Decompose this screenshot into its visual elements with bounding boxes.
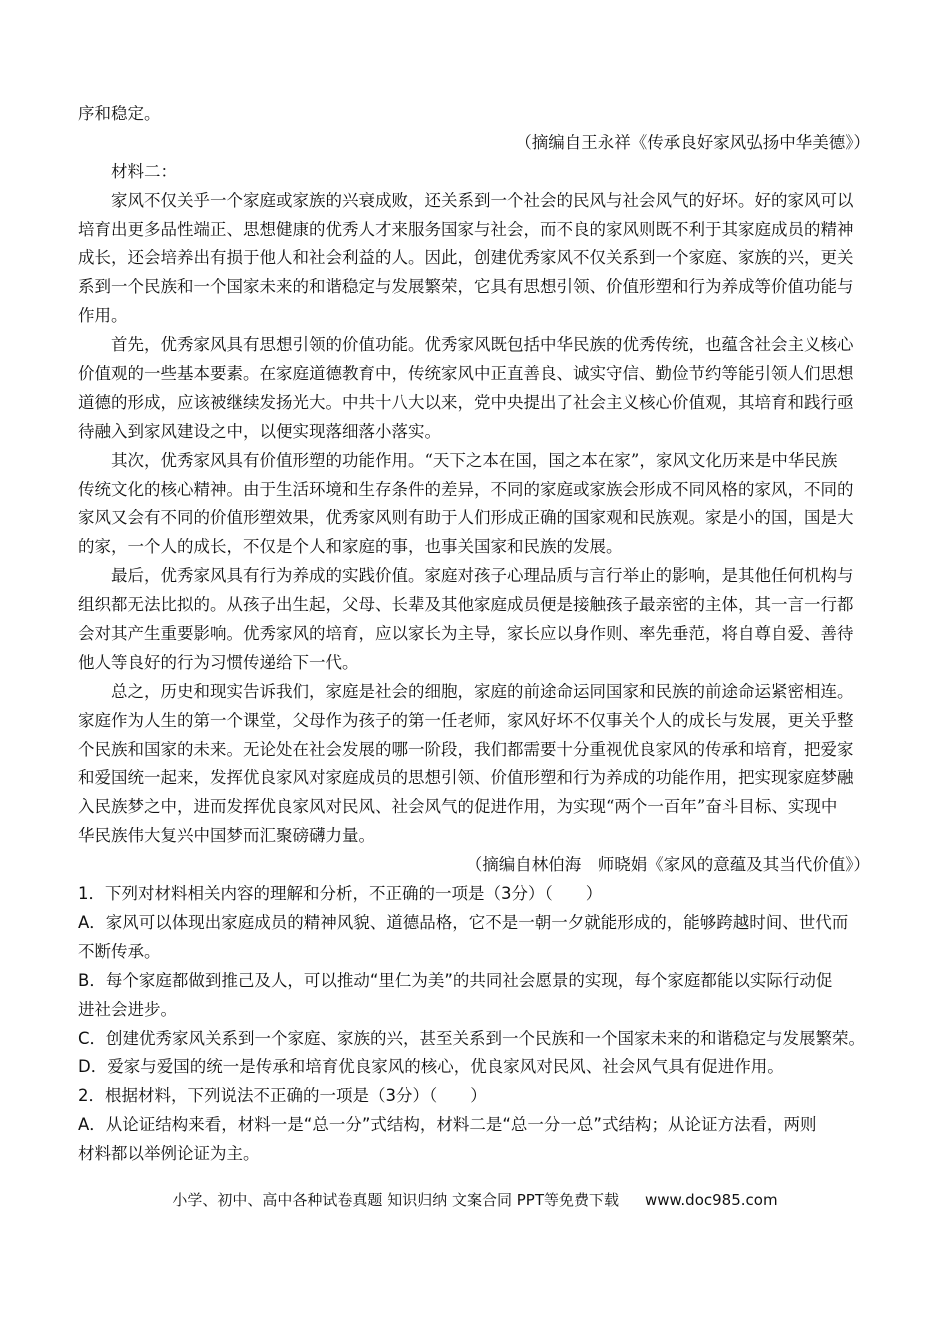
page-footer — [0, 1189, 950, 1210]
text-line: 个民族和国家的未来。无论处在社会发展的哪一阶段，我们都需要十分重视优良家风的传承和培育，把爱家 — [78, 739, 854, 759]
text-line: 系到一个民族和一个国家未来的和谐稳定与发展繁荣，它具有思想引领、价值形塑和行为养成等价值功能与 — [78, 277, 854, 297]
text-line: 道德的形成，应该被继续发扬光大。中共十八大以来，党中央提出了社会主义核心价值观，其培育和践行亟 — [78, 392, 854, 412]
citation-line: （摘编自林伯海 师晓娟《家风的意蕴及其当代价值》） — [465, 855, 870, 875]
question-line: C．创建优秀家风关系到一个家庭、家族的兴，甚至关系到一个民族和一个国家未来的和谐稳定与发展繁荣。 — [78, 1028, 866, 1048]
text-line: 会对其产生重要影响。优秀家风的培育，应以家长为主导，家长应以身作则、率先垂范，将自尊自爱、善待 — [78, 624, 854, 644]
question-line: 不断传承。 — [78, 941, 161, 961]
document-body — [78, 100, 870, 1169]
footer-website: www.doc985.com — [644, 1191, 778, 1209]
text-line: 总之，历史和现实告诉我们，家庭是社会的细胞，家庭的前途命运同国家和民族的前途命运紧密相连。 — [111, 681, 854, 701]
text-line: 入民族梦之中，进而发挥优良家风对民风、社会风气的促进作用，为实现“两个一百年”奋斗目标、实现中 — [78, 797, 838, 817]
footer-text: 小学、初中、高中各种试卷真题 知识归纳 文案合同 PPT等免费下载 — [172, 1191, 619, 1209]
question-line: 1．下列对材料相关内容的理解和分析，不正确的一项是（3分）（ ） — [78, 884, 603, 904]
question-line: A．家风可以体现出家庭成员的精神风貌、道德品格，它不是一朝一夕就能形成的，能够跨越时间、世代而 — [78, 912, 849, 932]
citation-line: （摘编自王永祥《传承良好家风弘扬中华美德》） — [515, 132, 870, 152]
text-line: 最后，优秀家风具有行为养成的实践价值。家庭对孩子心理品质与言行举止的影响，是其他任何机构与 — [111, 566, 854, 586]
text-line: 华民族伟大复兴中国梦而汇聚磅礴力量。 — [78, 826, 375, 846]
question-line: 进社会进步。 — [78, 999, 177, 1019]
text-line: 价值观的一些基本要素。在家庭道德教育中，传统家风中正直善良、诚实守信、勤俭节约等能引领人们思想 — [78, 364, 854, 384]
text-line: 作用。 — [78, 306, 128, 326]
text-line: 和爱国统一起来，发挥优良家风对家庭成员的思想引领、价值形塑和行为养成的功能作用，把实现家庭梦融 — [78, 768, 854, 788]
text-line: 家风不仅关乎一个家庭或家族的兴衰成败，还关系到一个社会的民风与社会风气的好坏。好的家风可以 — [111, 190, 854, 210]
text-line: 他人等良好的行为习惯传递给下一代。 — [78, 652, 359, 672]
question-line: B．每个家庭都做到推己及人，可以推动“里仁为美”的共同社会愿景的实现，每个家庭都能以实际行动促 — [78, 970, 833, 990]
text-line: 待融入到家风建设之中，以便实现落细落小落实。 — [78, 421, 441, 441]
text-line: 家风又会有不同的价值形塑效果，优秀家风则有助于人们形成正确的国家观和民族观。家是小的国，国是大 — [78, 508, 854, 528]
text-line: 组织都无法比拟的。从孩子出生起，父母、长辈及其他家庭成员便是接触孩子最亲密的主体，其一言一行都 — [78, 595, 854, 615]
text-line: 成长，还会培养出有损于他人和社会利益的人。因此，创建优秀家风不仅关系到一个家庭、家族的兴，更关 — [78, 248, 854, 268]
text-line: 的家，一个人的成长，不仅是个人和家庭的事，也事关国家和民族的发展。 — [78, 537, 623, 557]
text-line: 其次，优秀家风具有价值形塑的功能作用。“天下之本在国，国之本在家”，家风文化历来是中华民族 — [111, 450, 838, 470]
question-line: D．爱家与爱国的统一是传承和培育优良家风的核心，优良家风对民风、社会风气具有促进作用。 — [78, 1057, 784, 1077]
question-line: 2．根据材料，下列说法不正确的一项是（3分）（ ） — [78, 1086, 487, 1106]
text-line: 首先，优秀家风具有思想引领的价值功能。优秀家风既包括中华民族的优秀传统，也蕴含社会主义核心 — [111, 335, 854, 355]
question-line: 材料都以举例论证为主。 — [78, 1144, 260, 1164]
text-line: 家庭作为人生的第一个课堂，父母作为孩子的第一任老师，家风好坏不仅事关个人的成长与发展，更关乎整 — [78, 710, 854, 730]
text-line: 培育出更多品性端正、思想健康的优秀人才来服务国家与社会，而不良的家风则既不利于其家庭成员的精神 — [78, 219, 854, 239]
text-line: 材料二： — [111, 161, 177, 181]
text-line: 序和稳定。 — [78, 104, 161, 123]
text-line: 传统文化的核心精神。由于生活环境和生存条件的差异，不同的家庭或家族会形成不同风格的家风，不同的 — [78, 479, 854, 499]
question-line: A．从论证结构来看，材料一是“总一分”式结构，材料二是“总一分一总”式结构；从论证方法看，两则 — [78, 1115, 817, 1135]
